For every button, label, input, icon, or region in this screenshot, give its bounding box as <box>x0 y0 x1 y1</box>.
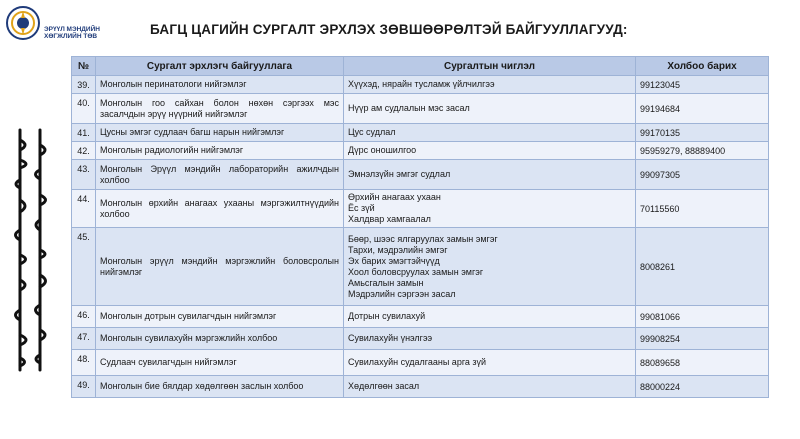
contact-cell: 70115560 <box>636 190 769 228</box>
table-row <box>72 190 769 228</box>
row-number: 42. <box>72 142 96 160</box>
contact-cell: 99123045 <box>636 76 769 94</box>
direction-cell <box>344 76 636 94</box>
direction-item: Сувилахуйн үнэлгээ <box>348 333 433 343</box>
organization-cell: Монголын бие бялдар хөдөлгөөн заслын холбоо <box>96 376 344 398</box>
column-header-contact: Холбоо барих <box>636 57 769 76</box>
organization-cell: Цусны эмгэг судлаач багш нарын нийгэмлэг <box>96 124 344 142</box>
row-number: 45. <box>72 228 96 306</box>
direction-item: Дотрын сувилахуй <box>348 311 426 321</box>
row-number: 46. <box>72 306 96 328</box>
contact-cell: 99097305 <box>636 160 769 190</box>
organizations-table <box>71 56 769 398</box>
contact-cell: 8008261 <box>636 228 769 306</box>
table-row <box>72 160 769 190</box>
direction-cell <box>344 160 636 190</box>
direction-item: Нүүр ам судлалын мэс засал <box>348 103 470 113</box>
contact-cell: 88089658 <box>636 350 769 376</box>
contact-cell: 95959279, 88889400 <box>636 142 769 160</box>
organization-cell: Монголын эрүүл мэндийн мэргэжлийн боловсролын нийгэмлэг <box>96 228 344 306</box>
contact-cell: 99170135 <box>636 124 769 142</box>
direction-item: Амьсгалын замын <box>348 277 424 288</box>
direction-item: Хоол боловсруулах замын эмгэг <box>348 266 484 277</box>
direction-item: Хүүхэд, нярайн тусламж үйлчилгээ <box>348 79 495 89</box>
table-header-row <box>72 57 769 76</box>
contact-cell: 99908254 <box>636 328 769 350</box>
table-row <box>72 376 769 398</box>
row-number: 48. <box>72 350 96 376</box>
direction-cell <box>344 94 636 124</box>
table-row <box>72 76 769 94</box>
column-header-organization: Сургалт эрхлэгч байгууллага <box>96 57 344 76</box>
contact-cell: 99194684 <box>636 94 769 124</box>
table-row <box>72 94 769 124</box>
organization-cell: Монголын сувилахуйн мэргэжлийн холбоо <box>96 328 344 350</box>
direction-cell <box>344 376 636 398</box>
direction-item: Эх барих эмэгтэйчүүд <box>348 255 440 266</box>
direction-cell <box>344 142 636 160</box>
direction-cell <box>344 306 636 328</box>
organization-cell: Монголын гоо сайхан болон нөхөн сэргээх мэс засалчдын эрүү нүүрний нийгэмлэг <box>96 94 344 124</box>
organization-cell: Монголын дотрын сувилагчдын нийгэмлэг <box>96 306 344 328</box>
direction-item: Хөдөлгөөн засал <box>348 381 420 391</box>
direction-item: Дүрс оношилгоо <box>348 145 417 155</box>
row-number: 43. <box>72 160 96 190</box>
organization-cell: Монголын Эрүүл мэндийн лабораторийн ажилчдын холбоо <box>96 160 344 190</box>
table-row <box>72 124 769 142</box>
direction-item: Цус судлал <box>348 127 396 137</box>
row-number: 41. <box>72 124 96 142</box>
direction-cell <box>344 328 636 350</box>
direction-item: Сувилахуйн судалгааны арга зүй <box>348 357 487 367</box>
organization-logo <box>6 6 40 40</box>
direction-cell <box>344 190 636 228</box>
logo-text-line2: ХӨГЖЛИЙН ТӨВ <box>44 33 98 40</box>
direction-item: Тархи, мэдрэлийн эмгэг <box>348 244 448 255</box>
organization-cell: Монголын өрхийн анагаах ухааны мэргэжилтнүүдийн холбоо <box>96 190 344 228</box>
table-row <box>72 350 769 376</box>
table-row <box>72 306 769 328</box>
row-number: 47. <box>72 328 96 350</box>
row-number: 49. <box>72 376 96 398</box>
table-row <box>72 228 769 306</box>
direction-cell <box>344 124 636 142</box>
organization-cell: Судлаач сувилагчдын нийгэмлэг <box>96 350 344 376</box>
direction-item: Халдвар хамгаалал <box>348 214 431 224</box>
contact-cell: 99081066 <box>636 306 769 328</box>
direction-item: Ёс зүй <box>348 203 375 213</box>
row-number: 44. <box>72 190 96 228</box>
contact-cell: 88000224 <box>636 376 769 398</box>
column-header-direction: Сургалтын чиглэл <box>344 57 636 76</box>
table-row <box>72 328 769 350</box>
direction-cell <box>344 228 636 306</box>
direction-item: Өрхийн анагаах ухаан <box>348 192 441 202</box>
direction-item: Эмнэлзүйн эмгэг судлал <box>348 169 451 179</box>
column-header-number: № <box>72 57 96 76</box>
organization-cell: Монголын радиологийн нийгэмлэг <box>96 142 344 160</box>
mongolian-script-decoration <box>6 120 54 380</box>
direction-item: Мэдрэлийн сэргээн засал <box>348 288 456 299</box>
direction-cell <box>344 350 636 376</box>
row-number: 40. <box>72 94 96 124</box>
organization-cell: Монголын перинатологи нийгэмлэг <box>96 76 344 94</box>
row-number: 39. <box>72 76 96 94</box>
page-title: БАГЦ ЦАГИЙН СУРГАЛТ ЭРХЛЭХ ЗӨВШӨӨРӨЛТЭЙ БАЙГУУЛЛАГУУД: <box>150 22 628 37</box>
logo-text <box>44 26 100 40</box>
table-row <box>72 142 769 160</box>
logo-text-line1: ЭРҮҮЛ МЭНДИЙН <box>44 26 100 33</box>
direction-item: Бөөр, шээс ялгаруулах замын эмгэг <box>348 233 498 244</box>
